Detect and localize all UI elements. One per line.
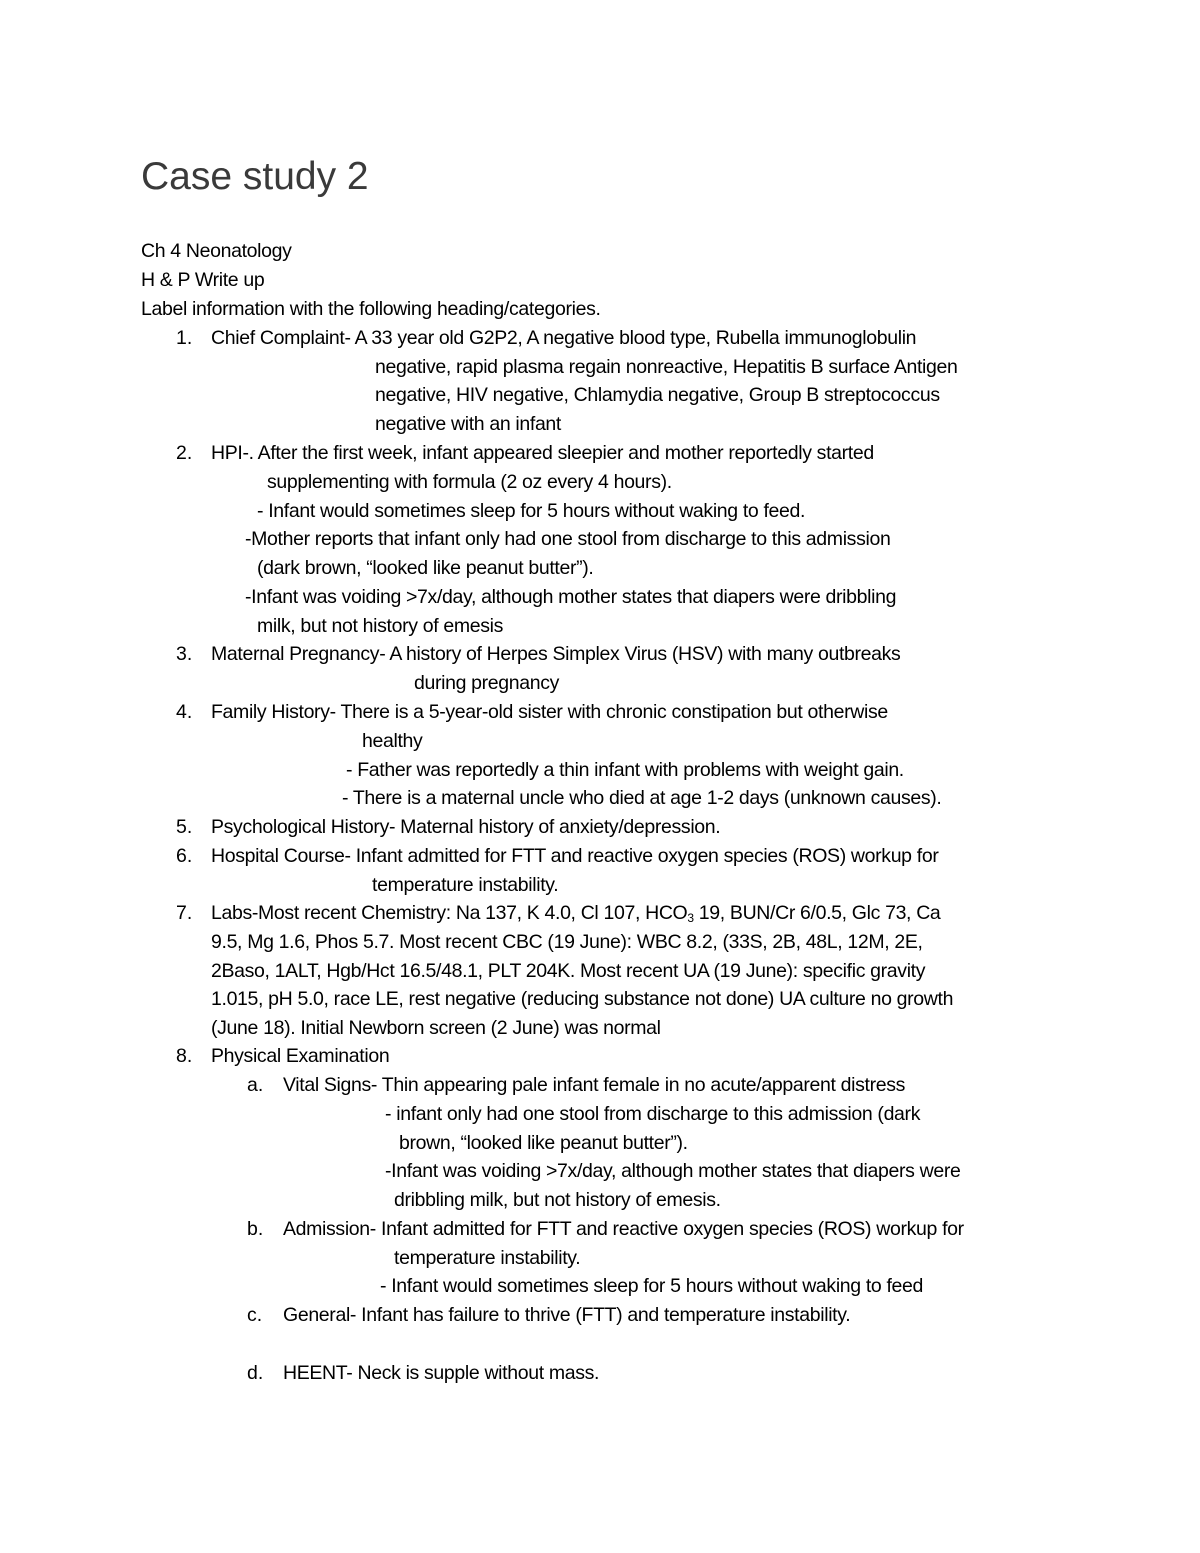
labs-line: (June 18). Initial Newborn screen (2 June) was normal: [211, 1017, 661, 1039]
list-number: 5.: [176, 816, 193, 838]
hospital-course-line: temperature instability.: [372, 874, 559, 896]
chief-complaint-line: negative with an infant: [375, 413, 561, 435]
header-line-instructions: Label information with the following heading/categories.: [141, 298, 601, 320]
list-number: 8.: [176, 1045, 193, 1067]
labs-text: 19, BUN/Cr 6/0.5, Glc 73, Ca: [693, 902, 941, 924]
heent-line: HEENT- Neck is supple without mass.: [283, 1362, 600, 1384]
psychological-history-line: Psychological History- Maternal history of anxiety/depression.: [211, 816, 721, 838]
general-line: General- Infant has failure to thrive (FTT) and temperature instability.: [283, 1304, 851, 1326]
family-history-line: healthy: [362, 730, 423, 752]
vital-signs-line: brown, “looked like peanut butter”).: [399, 1132, 688, 1154]
labs-line: 1.015, pH 5.0, race LE, rest negative (reducing substance not done) UA culture no growth: [211, 988, 954, 1010]
hpi-line: HPI-. After the first week, infant appeared sleepier and mother reportedly started: [211, 442, 874, 464]
sub-list-letter: c.: [247, 1304, 263, 1326]
vital-signs-line: dribbling milk, but not history of emesis.: [394, 1189, 721, 1211]
sub-list-letter: d.: [247, 1362, 264, 1384]
maternal-pregnancy-line: Maternal Pregnancy- A history of Herpes Simplex Virus (HSV) with many outbreaks: [211, 643, 901, 665]
family-history-line: Family History- There is a 5-year-old sister with chronic constipation but otherwise: [211, 701, 888, 723]
admission-line: temperature instability.: [394, 1247, 581, 1269]
chief-complaint-line: negative, rapid plasma regain nonreactive, Hepatitis B surface Antigen: [375, 356, 958, 378]
labs-line: 9.5, Mg 1.6, Phos 5.7. Most recent CBC (19 June): WBC 8.2, (33S, 2B, 48L, 12M, 2E,: [211, 931, 923, 953]
header-line-course: Ch 4 Neonatology: [141, 240, 292, 262]
vital-signs-line: - infant only had one stool from discharge to this admission (dark: [385, 1103, 921, 1125]
labs-line: 2Baso, 1ALT, Hgb/Hct 16.5/48.1, PLT 204K. Most recent UA (19 June): specific gravity: [211, 960, 926, 982]
hpi-line: -Infant was voiding >7x/day, although mother states that diapers were dribbling: [245, 586, 897, 608]
labs-text: Labs-Most recent Chemistry: Na 137, K 4.0, Cl 107, HCO: [211, 902, 688, 924]
family-history-line: - Father was reportedly a thin infant with problems with weight gain.: [346, 759, 904, 781]
labs-line: [211, 899, 940, 927]
list-number: 6.: [176, 845, 193, 867]
hpi-line: supplementing with formula (2 oz every 4 hours).: [267, 471, 672, 493]
chief-complaint-line: negative, HIV negative, Chlamydia negative, Group B streptococcus: [375, 384, 940, 406]
labs-subscript: 3: [687, 911, 694, 925]
sub-list-letter: b.: [247, 1218, 264, 1240]
header-line-assignment: H & P Write up: [141, 269, 265, 291]
admission-line: Admission- Infant admitted for FTT and reactive oxygen species (ROS) workup for: [283, 1218, 964, 1240]
vital-signs-line: Vital Signs- Thin appearing pale infant female in no acute/apparent distress: [283, 1074, 906, 1096]
hospital-course-line: Hospital Course- Infant admitted for FTT and reactive oxygen species (ROS) workup for: [211, 845, 939, 867]
family-history-line: - There is a maternal uncle who died at age 1-2 days (unknown causes).: [342, 787, 942, 809]
hpi-line: -Mother reports that infant only had one stool from discharge to this admission: [245, 528, 891, 550]
list-number: 3.: [176, 643, 193, 665]
vital-signs-line: -Infant was voiding >7x/day, although mother states that diapers were: [385, 1160, 961, 1182]
hpi-line: milk, but not history of emesis: [257, 615, 503, 637]
list-number: 4.: [176, 701, 193, 723]
list-number: 2.: [176, 442, 193, 464]
document-title: Case study 2: [141, 155, 369, 198]
hpi-line: (dark brown, “looked like peanut butter”).: [257, 557, 594, 579]
maternal-pregnancy-line: during pregnancy: [414, 672, 560, 694]
admission-line: - Infant would sometimes sleep for 5 hours without waking to feed: [380, 1275, 924, 1297]
list-number: 7.: [176, 902, 193, 924]
physical-exam-heading: Physical Examination: [211, 1045, 390, 1067]
chief-complaint-line: Chief Complaint- A 33 year old G2P2, A negative blood type, Rubella immunoglobulin: [211, 327, 917, 349]
sub-list-letter: a.: [247, 1074, 264, 1096]
list-number: 1.: [176, 327, 193, 349]
hpi-line: - Infant would sometimes sleep for 5 hours without waking to feed.: [257, 500, 806, 522]
